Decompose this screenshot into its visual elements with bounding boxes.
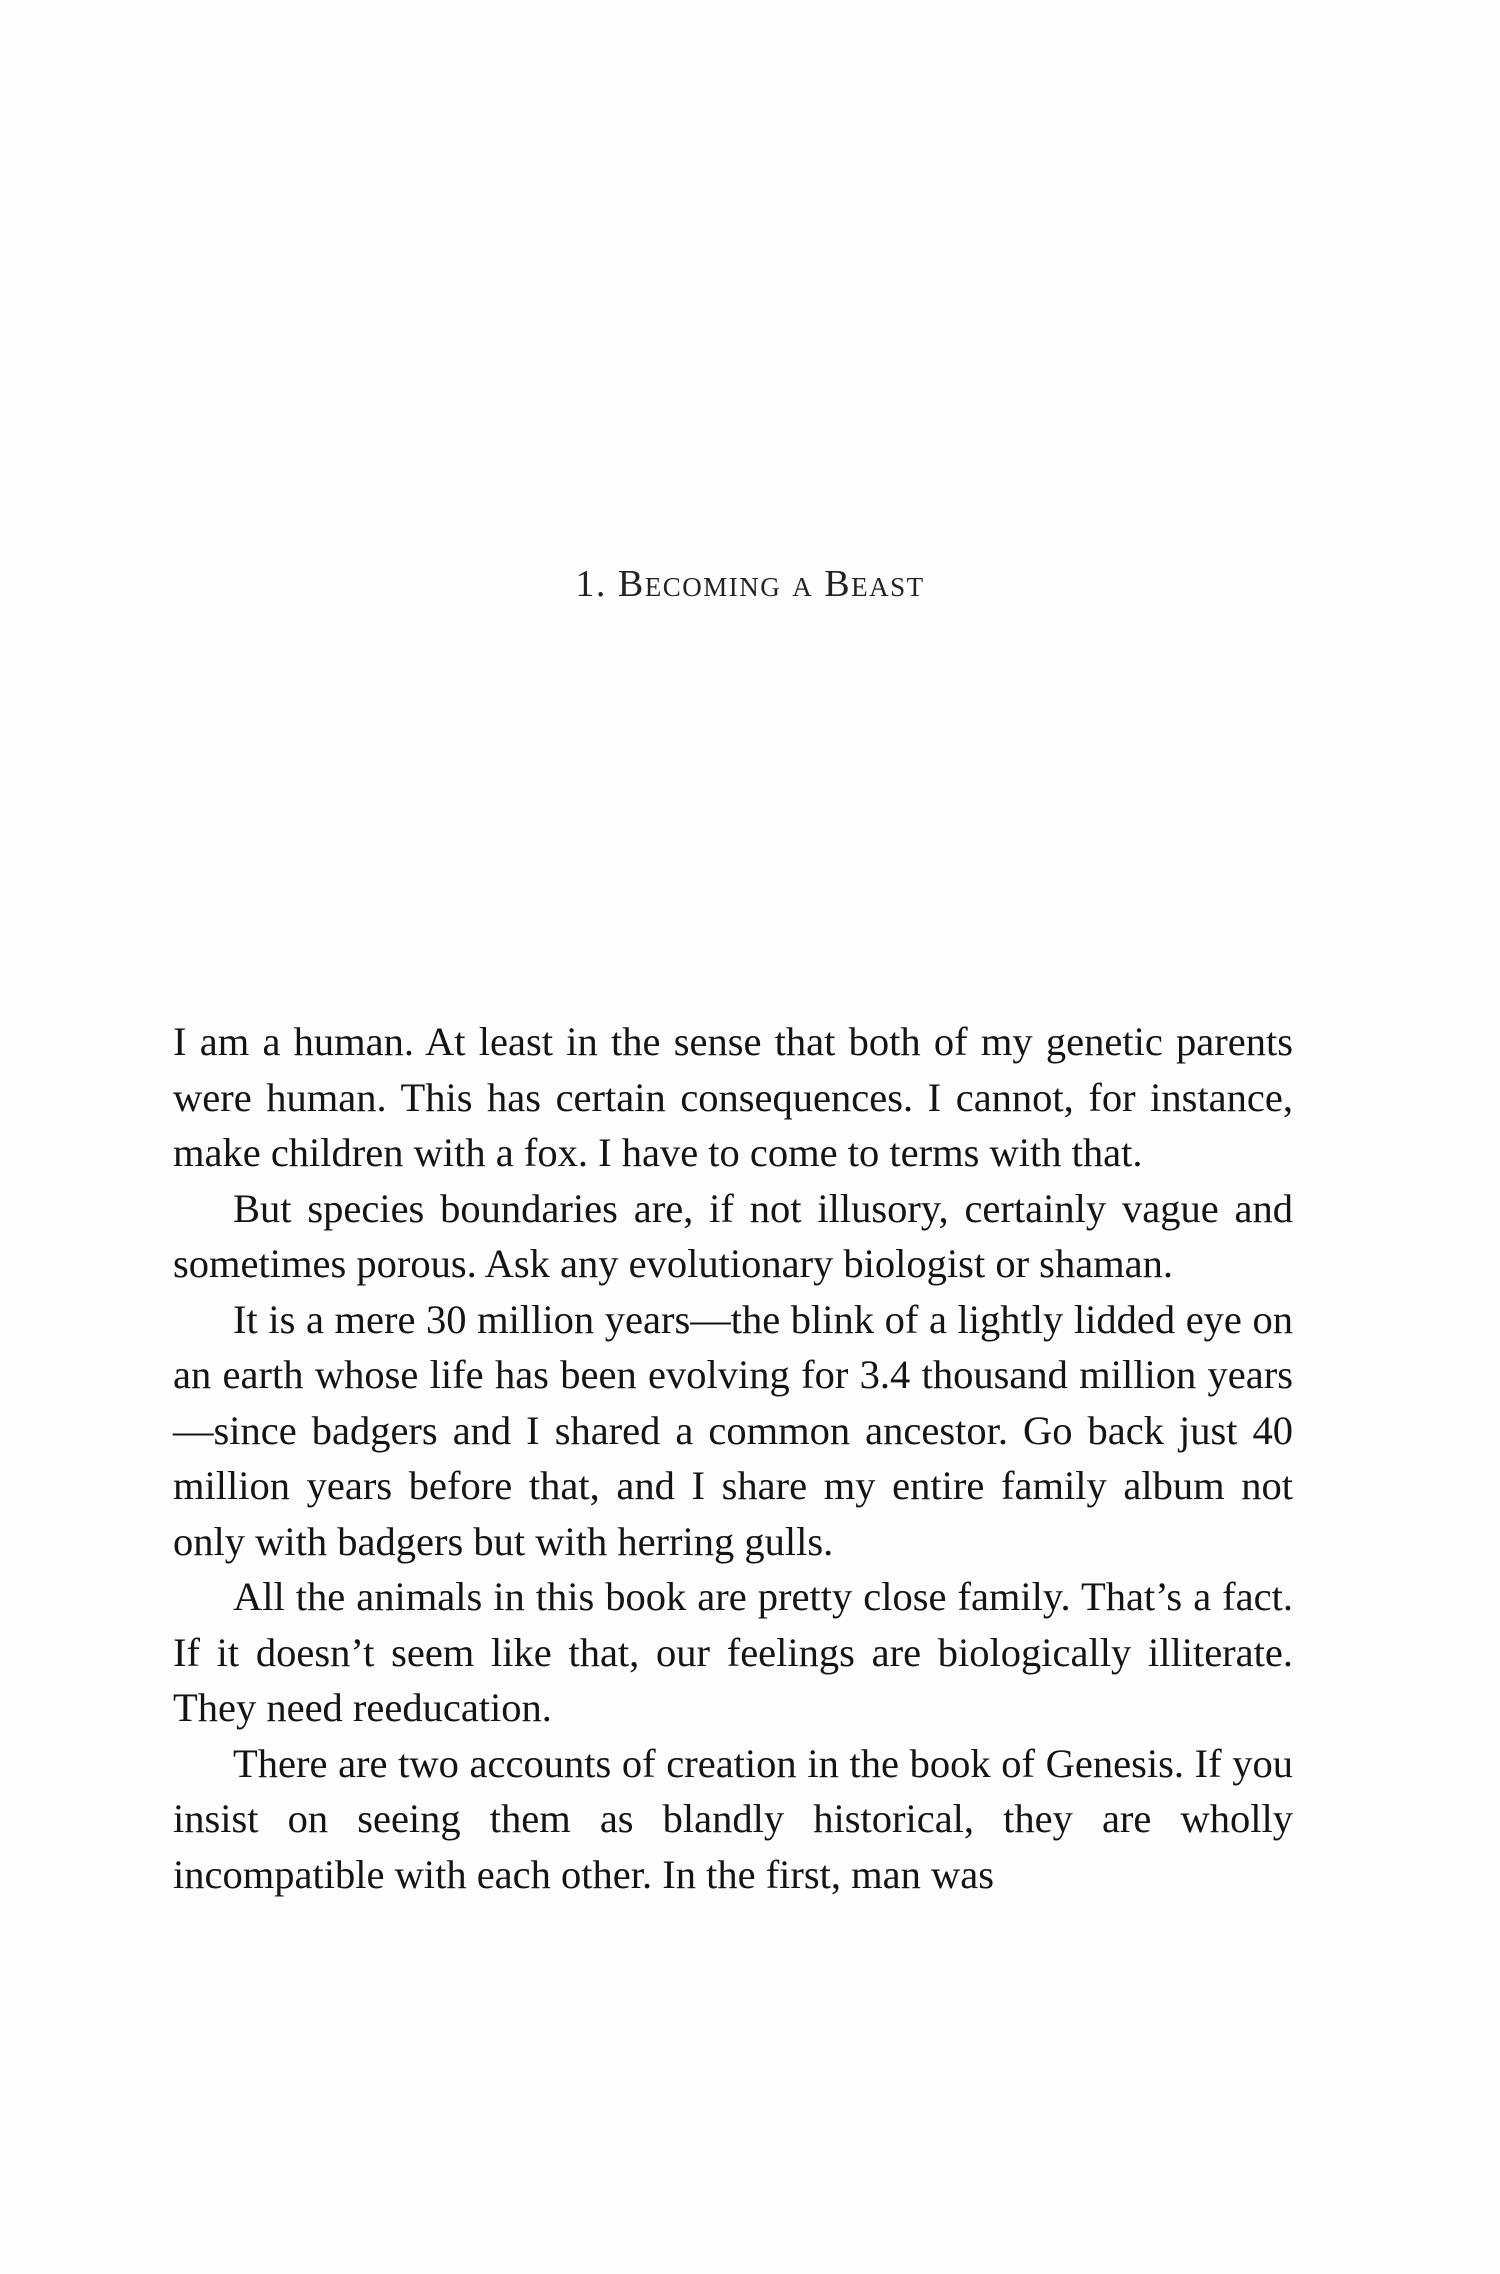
body-text — [173, 1014, 1293, 1902]
paragraph-2: But species boundaries are, if not illusory, certainly vague and sometimes porous. Ask any evolutionary biologist or shaman. — [173, 1185, 1293, 1286]
paragraph-1: I am a human. At least in the sense that both of my genetic parents were human. This has certain consequences. I cannot, for instance, make children with a fox. I have to come to terms with that. — [173, 1019, 1293, 1175]
chapter-title: 1. Becoming a Beast — [575, 563, 925, 605]
paragraph-4: All the animals in this book are pretty close family. That’s a fact. If it doesn’t seem like that, our feelings are biologically illiterate. They need reeducation. — [173, 1574, 1293, 1730]
paragraph-3: It is a mere 30 million years—the blink of a lightly lidded eye on an earth whose life has been evolving for 3.4 thousand million years—since badgers and I shared a common ancestor. Go back just 40 million years before that, and I share my entire family album not only with badgers but with herring gulls. — [173, 1296, 1293, 1564]
paragraph-5: There are two accounts of creation in the book of Genesis. If you insist on seeing them as blandly historical, they are wholly incompatible with each other. In the first, man was — [173, 1740, 1293, 1897]
